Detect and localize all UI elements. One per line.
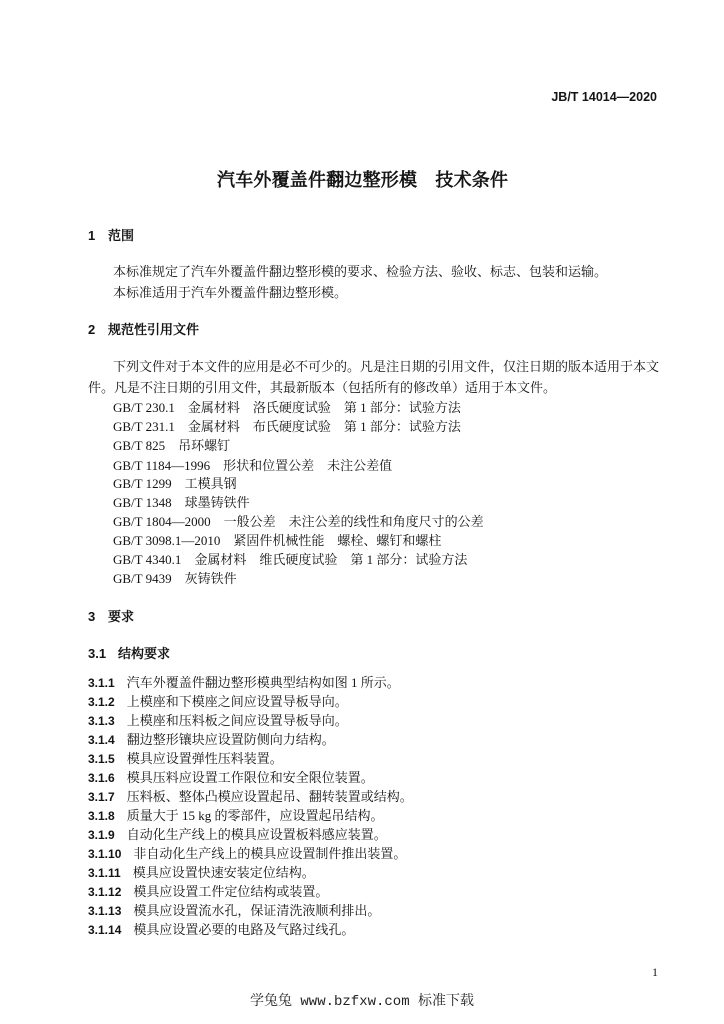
- section-heading-normative-references: [88, 320, 199, 340]
- clause-number: 3.1.8: [88, 809, 115, 823]
- clause-number: 3.1.14: [88, 923, 122, 937]
- reference-title: 紧固件机械性能 螺栓、螺钉和螺柱: [233, 533, 442, 548]
- clause-item: [88, 692, 348, 712]
- subsection-title: 结构要求: [118, 646, 171, 661]
- reference-title: 吊环螺钉: [178, 438, 231, 453]
- clause-item: [88, 825, 387, 845]
- section-heading-requirements: [88, 607, 134, 627]
- clause-number: 3.1.1: [88, 676, 115, 690]
- paragraph-line: 下列文件对于本文件的应用是必不可少的。凡是注日期的引用文件，仅注日期的版本适用于本文: [113, 359, 660, 374]
- reference-item: [113, 512, 484, 532]
- section-number: 3: [88, 609, 96, 624]
- reference-code: GB/T 3098.1—2010: [113, 533, 221, 548]
- reference-item: [113, 417, 461, 437]
- clause-text: 模具应设置快速安装定位结构。: [132, 865, 315, 880]
- clause-item: [88, 749, 283, 769]
- clause-number: 3.1.7: [88, 790, 115, 804]
- section-heading-scope: [88, 226, 134, 246]
- subsection-number: 3.1: [88, 646, 107, 661]
- clause-item: [88, 920, 354, 940]
- clause-item: [88, 787, 413, 807]
- clause-number: 3.1.2: [88, 695, 115, 709]
- clause-number: 3.1.4: [88, 733, 115, 747]
- reference-title: 球墨铸铁件: [184, 495, 250, 510]
- clause-number: 3.1.9: [88, 828, 115, 842]
- page-number: 1: [652, 965, 658, 979]
- reference-code: GB/T 1299: [113, 476, 172, 491]
- clause-item: [88, 711, 348, 731]
- reference-item: [113, 531, 441, 551]
- reference-item: [113, 493, 250, 513]
- clause-number: 3.1.10: [88, 847, 122, 861]
- reference-item: [113, 569, 237, 589]
- clause-item: [88, 768, 374, 788]
- clause-text: 质量大于 15 kg 的零部件，应设置起吊结构。: [126, 808, 384, 823]
- reference-title: 工模具钢: [184, 476, 237, 491]
- clause-item: [88, 806, 383, 826]
- reference-code: GB/T 230.1: [113, 400, 175, 415]
- clause-text: 非自动化生产线上的模具应设置制件推出装置。: [133, 846, 407, 861]
- reference-code: GB/T 1184—1996: [113, 458, 211, 473]
- reference-item: [113, 398, 461, 418]
- clause-number: 3.1.5: [88, 752, 115, 766]
- reference-title: 形状和位置公差 未注公差值: [223, 458, 393, 473]
- section-number: 2: [88, 322, 96, 337]
- clause-number: 3.1.6: [88, 771, 115, 785]
- paragraph-line: 本标准适用于汽车外覆盖件翻边整形模。: [113, 285, 348, 300]
- reference-code: GB/T 825: [113, 438, 166, 453]
- clause-text: 模具应设置工件定位结构或装置。: [133, 884, 329, 899]
- clause-text: 上模座和压料板之间应设置导板导向。: [126, 713, 348, 728]
- reference-title: 金属材料 洛氏硬度试验 第 1 部分：试验方法: [187, 400, 461, 415]
- clause-item: [88, 730, 335, 750]
- standard-number: JB/T 14014—2020: [551, 90, 657, 104]
- clause-item: [88, 882, 328, 902]
- subsection-heading-structure: [88, 644, 170, 664]
- section-title: 规范性引用文件: [108, 322, 200, 337]
- clause-item: [88, 901, 380, 921]
- clause-text: 模具压料应设置工作限位和安全限位装置。: [126, 770, 374, 785]
- reference-item: [113, 474, 237, 494]
- section-title: 要求: [108, 609, 135, 624]
- reference-title: 金属材料 维氏硬度试验 第 1 部分：试验方法: [194, 552, 468, 567]
- clause-text: 模具应设置流水孔，保证清洗液顺利排出。: [133, 903, 381, 918]
- paragraph-line: 本标准规定了汽车外覆盖件翻边整形模的要求、检验方法、验收、标志、包装和运输。: [113, 264, 608, 279]
- footer-watermark: 学兔兔 www.bzfxw.com 标准下载: [249, 994, 475, 1010]
- reference-item: [113, 436, 230, 456]
- clause-text: 汽车外覆盖件翻边整形模典型结构如图 1 所示。: [126, 675, 400, 690]
- reference-code: GB/T 1804—2000: [113, 514, 211, 529]
- paragraph-line: 件。凡是不注日期的引用文件，其最新版本（包括所有的修改单）适用于本文件。: [88, 380, 557, 395]
- reference-code: GB/T 1348: [113, 495, 172, 510]
- clause-item: [88, 844, 406, 864]
- clause-number: 3.1.3: [88, 714, 115, 728]
- section-title: 范围: [108, 228, 135, 243]
- reference-title: 金属材料 布氏硬度试验 第 1 部分：试验方法: [187, 419, 461, 434]
- clause-item: [88, 863, 315, 883]
- clause-number: 3.1.13: [88, 904, 122, 918]
- clause-text: 模具应设置必要的电路及气路过线孔。: [133, 922, 355, 937]
- section-number: 1: [88, 228, 96, 243]
- clause-text: 上模座和下模座之间应设置导板导向。: [126, 694, 348, 709]
- reference-item: [113, 550, 467, 570]
- clause-item: [88, 673, 400, 693]
- clause-text: 翻边整形镶块应设置防侧向力结构。: [126, 732, 335, 747]
- clause-text: 压料板、整体凸模应设置起吊、翻转装置或结构。: [126, 789, 413, 804]
- clause-text: 自动化生产线上的模具应设置板料感应装置。: [126, 827, 387, 842]
- reference-code: GB/T 4340.1: [113, 552, 182, 567]
- reference-title: 灰铸铁件: [184, 571, 237, 586]
- reference-code: GB/T 9439: [113, 571, 172, 586]
- document-title: 汽车外覆盖件翻边整形模 技术条件: [217, 170, 509, 190]
- clause-text: 模具应设置弹性压料装置。: [126, 751, 283, 766]
- clause-number: 3.1.12: [88, 885, 122, 899]
- reference-title: 一般公差 未注公差的线性和角度尺寸的公差: [223, 514, 484, 529]
- reference-code: GB/T 231.1: [113, 419, 175, 434]
- clause-number: 3.1.11: [88, 866, 121, 880]
- reference-item: [113, 456, 392, 476]
